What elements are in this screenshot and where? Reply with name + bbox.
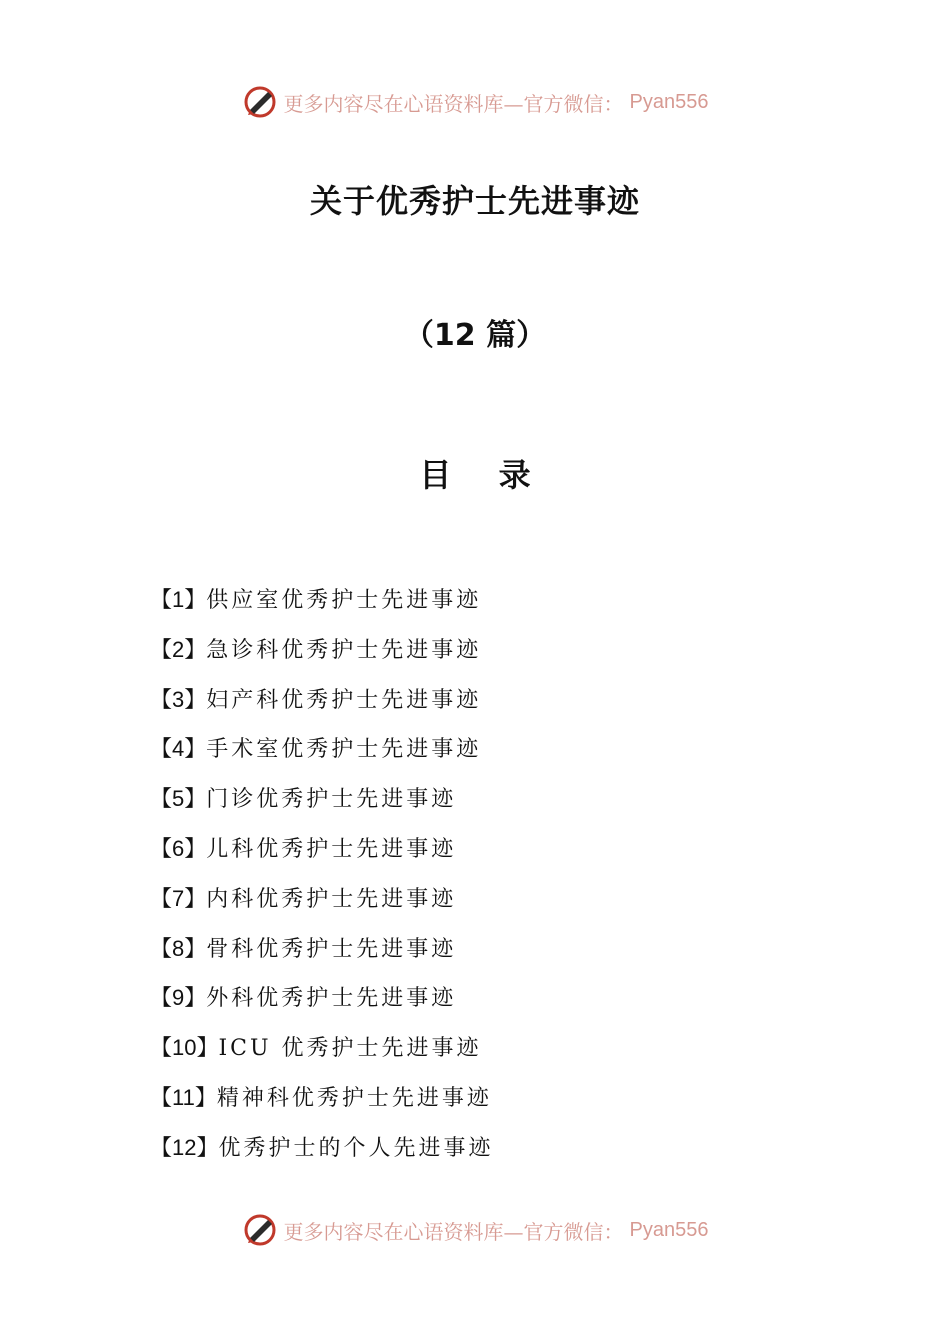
toc-item-text: 门诊优秀护士先进事迹 [206,787,457,813]
toc-item[interactable] [150,1078,850,1128]
toc-item-number: 【9】 [150,985,207,1011]
toc-item-number: 【4】 [150,736,207,762]
toc-item-text: ICU 优秀护士先进事迹 [218,1036,482,1062]
toc-item[interactable] [150,879,850,929]
watermark-text: 更多内容尽在心语资料库—官方微信： [283,1219,624,1244]
toc-item-text: 妇产科优秀护士先进事迹 [206,687,482,713]
toc-heading: 目 录 [419,456,549,494]
watermark-id: Pyan556 [629,90,709,113]
pen-logo-icon [242,1212,278,1248]
toc-item-number: 【11】 [150,1084,217,1110]
toc-item-number: 【6】 [150,835,207,861]
toc-item[interactable] [150,680,850,730]
toc-item-number: 【8】 [150,935,207,961]
pen-logo-icon [242,84,278,120]
toc-item-text: 手术室优秀护士先进事迹 [206,737,482,763]
toc-item-number: 【5】 [150,786,207,812]
toc-item-number: 【7】 [150,885,207,911]
toc-item[interactable] [150,580,850,630]
watermark-header [0,84,950,120]
toc-item-text: 供应室优秀护士先进事迹 [206,588,482,613]
toc-item-text: 骨科优秀护士先进事迹 [206,936,457,962]
toc-item[interactable] [150,729,850,779]
toc-item-number: 【1】 [150,587,207,612]
toc-item-text: 外科优秀护士先进事迹 [206,986,457,1012]
toc-item-text: 急诊科优秀护士先进事迹 [206,637,482,663]
toc-item[interactable] [150,978,850,1028]
toc-item[interactable] [150,1128,850,1178]
toc-item-text: 优秀护士的个人先进事迹 [218,1135,494,1161]
toc-item-number: 【2】 [150,636,207,662]
table-of-contents [150,580,850,1178]
toc-item[interactable] [150,829,850,879]
document-title: 关于优秀护士先进事迹 [309,182,640,220]
toc-item-text: 内科优秀护士先进事迹 [206,886,457,912]
watermark-text: 更多内容尽在心语资料库—官方微信： [283,91,624,116]
toc-item-number: 【3】 [150,686,207,712]
toc-item-number: 【12】 [150,1134,219,1160]
document-subtitle: （12 篇） [403,318,547,353]
watermark-id: Pyan556 [629,1218,709,1241]
toc-item-number: 【10】 [150,1035,219,1061]
toc-item[interactable] [150,1028,850,1078]
toc-item-text: 精神科优秀护士先进事迹 [216,1085,492,1111]
toc-item[interactable] [150,630,850,680]
watermark-footer [0,1212,950,1248]
toc-item-text: 儿科优秀护士先进事迹 [206,836,457,862]
toc-item[interactable] [150,929,850,979]
toc-item[interactable] [150,779,850,829]
